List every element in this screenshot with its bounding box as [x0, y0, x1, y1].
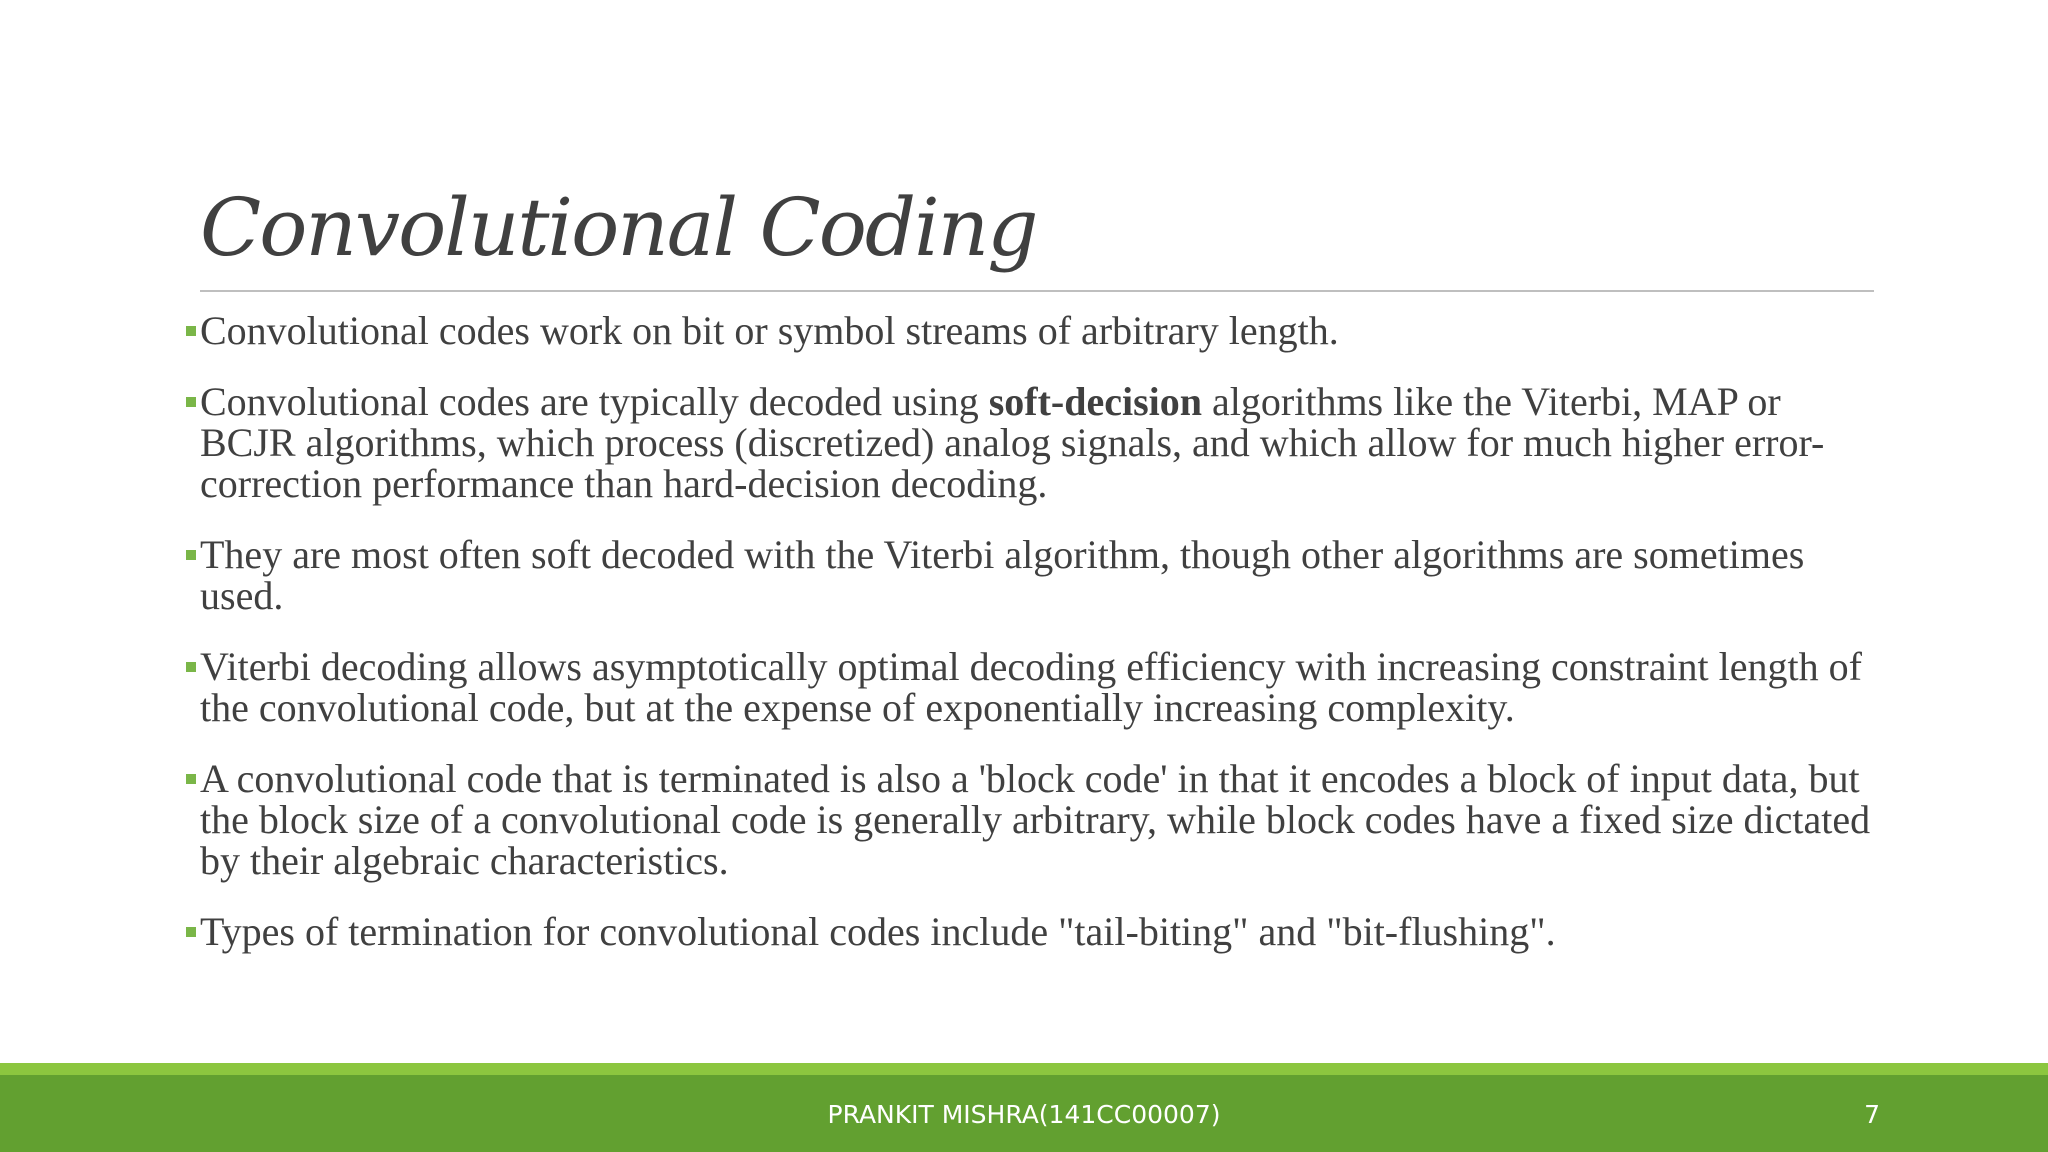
bullet-text: Viterbi decoding allows asymptotically optimal decoding efficiency with increasing constraint length of the convolutional code, but at the expense of exponentially increasing complexity.: [200, 644, 1862, 730]
bullet-square-icon: [186, 550, 196, 560]
bullet-square-icon: [186, 662, 196, 672]
bullet-text: They are most often soft decoded with the Viterbi algorithm, though other algorithms are sometimes used.: [200, 532, 1805, 618]
slide-title: Convolutional Coding: [200, 181, 1037, 274]
bullet-square-icon: [186, 774, 196, 784]
bullet-bold-term: soft-decision: [988, 379, 1203, 424]
bullet-text: Types of termination for convolutional codes include "tail-biting" and "bit-flushing".: [200, 909, 1556, 954]
bullet-text: Convolutional codes work on bit or symbol streams of arbitrary length.: [200, 308, 1339, 353]
bullet-list: [184, 310, 1884, 982]
footer-author: PRANKIT MISHRA(141CC00007): [827, 1100, 1221, 1129]
bullet-item: [184, 758, 1884, 881]
bullet-item: [184, 534, 1884, 616]
bullet-square-icon: [186, 326, 196, 336]
bullet-text-end: algorithms like the Viterbi, MAP or BCJR algorithms, which process (discretized) analog signals, and which allow for much higher error-correction performance than hard-decision decoding.: [200, 379, 1825, 506]
bullet-item: [184, 646, 1884, 728]
bullet-item: [184, 310, 1884, 351]
title-divider: [200, 290, 1874, 292]
bullet-text-start: Convolutional codes are typically decoded using: [200, 379, 989, 424]
bullet-item: [184, 911, 1884, 952]
bullet-item: [184, 381, 1884, 504]
bullet-text: A convolutional code that is terminated is also a 'block code' in that it encodes a block of input data, but the block size of a convolutional code is generally arbitrary, while block codes have a fixed size dictated by their algebraic characteristics.: [200, 756, 1871, 883]
page-number: 7: [1864, 1100, 1880, 1129]
bullet-square-icon: [186, 397, 196, 407]
bullet-square-icon: [186, 927, 196, 937]
footer-accent-stripe: [0, 1063, 2048, 1075]
